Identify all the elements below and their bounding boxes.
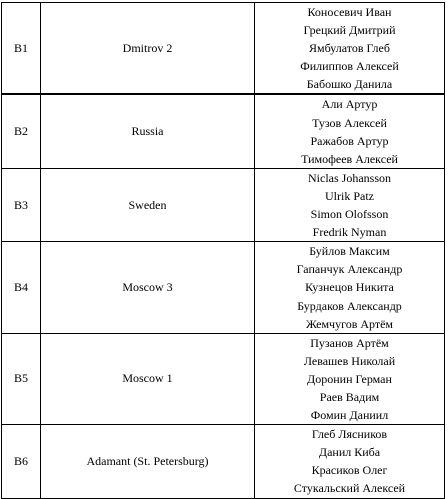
group-id-cell: B4 xyxy=(2,242,41,333)
player-name: Ямбулатов Глеб xyxy=(309,41,390,56)
player-name: Грецкий Дмитрий xyxy=(303,23,396,38)
table-row xyxy=(2,3,445,95)
players-cell xyxy=(255,425,445,498)
player-name: Данил Киба xyxy=(318,445,381,460)
group-id-cell: B1 xyxy=(2,3,41,95)
player-name: Фомин Даниил xyxy=(310,408,389,423)
players-cell xyxy=(255,242,445,333)
team-name-cell: Moscow 3 xyxy=(41,242,255,333)
player-name: Тузов Алексей xyxy=(312,115,387,130)
table-row xyxy=(2,333,445,424)
player-name: Стукальский Алексей xyxy=(293,481,406,496)
player-name: Ulrik Patz xyxy=(325,188,374,203)
player-name: Пузанов Артём xyxy=(310,335,389,350)
team-name-cell: Dmitrov 2 xyxy=(41,3,255,95)
player-name: Гапанчук Александр xyxy=(296,262,403,277)
player-name: Глеб Лясников xyxy=(311,427,388,442)
player-name: Коносевич Иван xyxy=(307,5,392,19)
player-name: Красиков Олег xyxy=(311,463,388,478)
player-name: Жемчугов Артём xyxy=(305,316,394,331)
player-name: Филиппов Алексей xyxy=(300,59,399,74)
team-name-cell: Adamant (St. Petersburg) xyxy=(41,425,255,498)
players-cell xyxy=(255,94,445,168)
group-id-cell: B6 xyxy=(2,425,41,498)
group-id-cell: B2 xyxy=(2,94,41,168)
player-name: Буйлов Максим xyxy=(309,244,390,259)
teams-table xyxy=(1,2,445,499)
player-name: Бабошко Данила xyxy=(306,77,393,92)
table-row xyxy=(2,425,445,498)
player-name: Доронин Герман xyxy=(307,371,392,386)
player-name: Раев Вадим xyxy=(319,389,380,404)
player-name: Кузнецов Никита xyxy=(305,280,394,295)
player-name: Simon Olofsson xyxy=(310,207,389,222)
team-name-cell: Sweden xyxy=(41,168,255,241)
player-name: Левашев Николай xyxy=(303,353,396,368)
table-row xyxy=(2,168,445,241)
players-cell xyxy=(255,168,445,241)
group-id-cell: B3 xyxy=(2,168,41,241)
team-name-cell: Moscow 1 xyxy=(41,333,255,424)
player-name: Тимофеев Алексей xyxy=(301,151,398,166)
table-row xyxy=(2,94,445,168)
player-name: Fredrik Nyman xyxy=(312,225,387,240)
player-name: Niclas Johansson xyxy=(308,170,391,185)
players-cell xyxy=(255,3,445,95)
table-row xyxy=(2,242,445,333)
player-name: Бурдаков Александр xyxy=(297,298,402,313)
player-name: Ражабов Артур xyxy=(310,133,389,148)
player-name: Али Артур xyxy=(321,97,378,112)
group-id-cell: B5 xyxy=(2,333,41,424)
players-cell xyxy=(255,333,445,424)
team-name-cell: Russia xyxy=(41,94,255,168)
